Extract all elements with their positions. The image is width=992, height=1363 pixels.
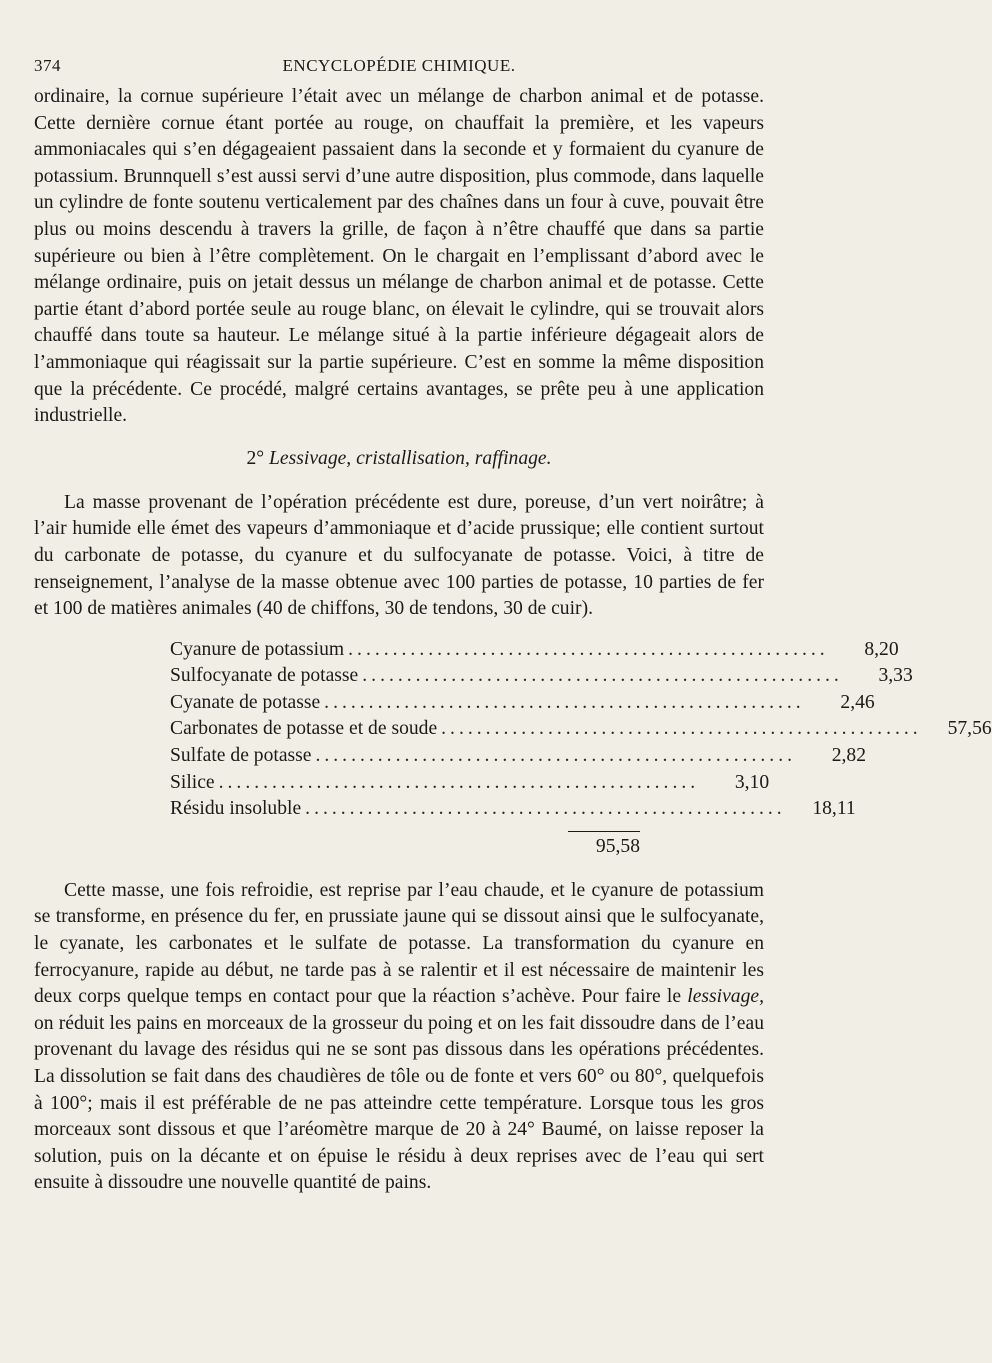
- analysis-total: 95,58: [595, 835, 640, 857]
- section-title: Lessivage, cristallisation, raffinage.: [269, 447, 552, 469]
- analysis-row: [170, 716, 992, 743]
- analysis-value: 8,20: [864, 638, 899, 660]
- analysis-row: [170, 770, 770, 797]
- dot-leader: ......................................................: [305, 798, 786, 820]
- paragraph-1: ordinaire, la cornue supérieure l’était avec un mélange de charbon animal et de potasse. Cette dernière cornue étant portée au rouge, on chauffait la première, et les vapeurs ammoniacales qui s’en dégageaient passaient dans la seconde et y formaient du cyanure de potassium. Brunnquell s’est aussi servi d’une autre disposition, plus commode, dans laquelle un cylindre de fonte soutenu verticalement par des chaînes dans un four à cuve, pouvait être plus ou moins descendu à travers la grille, de façon à n’être chauffé que dans sa partie supérieure ou bien à l’être complètement. On le chargait en l’emplissant d’abord avec le mélange ordinaire, puis on jetait dessus un mélange de charbon animal et de potasse. Cette partie étant d’abord portée seule au rouge blanc, on élevait le cylindre, qui se trouvait alors chauffé dans toute sa hauteur. Le mélange situé à la partie inférieure dégageait alors de l’ammoniaque qui réagissait sur la partie supérieure. C’est en somme la même disposition que la précédente. Ce procédé, malgré certains avantages, se prête peu à une application industrielle.: [34, 86, 764, 427]
- running-title: ENCYCLOPÉDIE CHIMIQUE.: [282, 56, 516, 75]
- running-head: [34, 56, 764, 84]
- paragraph-3-text-a: Cette masse, une fois refroidie, est reprise par l’eau chaude, et le cyanure de potassium se transforme, en présence du fer, en prussiate jaune qui se dissout ainsi que le sulfocyanate, le cyanate, les carbonates et le sulfate de potasse. La transformation du cyanure en ferrocyanure, rapide au début, ne tarde pas à se ralentir et il est nécessaire de maintenir les deux corps quelque temps en contact pour que la réaction s’achève. Pour faire le: [34, 879, 764, 1008]
- dot-leader: ......................................................: [362, 665, 843, 687]
- analysis-row: [170, 796, 856, 823]
- section-number: 2°: [246, 447, 265, 469]
- analysis-label: Cyanure de potassium: [170, 638, 345, 660]
- section-heading: [34, 448, 764, 470]
- dot-leader: ......................................................: [441, 718, 922, 740]
- spacer: [34, 862, 764, 878]
- analysis-row: [170, 690, 875, 717]
- analysis-value: 18,11: [812, 798, 856, 820]
- analysis-label: Résidu insoluble: [170, 798, 302, 820]
- analysis-value: 57,56: [947, 718, 992, 740]
- dot-leader: ......................................................: [218, 771, 700, 793]
- analysis-row: [170, 637, 899, 664]
- paragraph-2: La masse provenant de l’opération précédente est dure, poreuse, d’un vert noirâtre; à l’air humide elle émet des vapeurs d’ammoniaque et d’acide prussique; elle contient surtout du carbonate de potasse, du cyanure et du sulfocyanate de potasse. Voici, à titre de renseignement, l’analyse de la masse obtenue avec 100 parties de potasse, 10 parties de fer et 100 de matières animales (40 de chiffons, 30 de tendons, 30 de cuir).: [34, 491, 764, 620]
- analysis-label: Carbonates de potasse et de soude: [170, 718, 438, 740]
- analysis-value: 2,46: [840, 691, 875, 713]
- paragraph-3-text-b: on réduit les pains en morceaux de la grosseur du poing et on les fait dissoudre dans de l’eau provenant du lavage des résidus qui ne se sont pas dissous dans les opérations précédentes. La dissolution se fait dans des chaudières de tôle ou de fonte et vers 60° ou 80°, quelquefois à 100°; mais il est préférable de ne pas atteindre cette température. Lorsque tous les gros morceaux sont dissous et que l’aréomètre marque de 20 à 24° Baumé, on laisse reposer la solution, puis on la décante et on épuise le résidu à deux reprises avec de l’eau qui sert ensuite à dissoudre une nouvelle quantité de pains.: [34, 1012, 764, 1194]
- analysis-table: [170, 637, 992, 862]
- analysis-label: Sulfocyanate de potasse: [170, 665, 359, 687]
- analysis-label: Sulfate de potasse: [170, 745, 312, 767]
- page-number: 374: [34, 56, 61, 75]
- paragraph-3: [34, 878, 764, 1197]
- dot-leader: ......................................................: [315, 745, 796, 767]
- lessivage-term: lessivage,: [687, 986, 765, 1008]
- dot-leader: ......................................................: [348, 638, 829, 660]
- dot-leader: ......................................................: [324, 691, 805, 713]
- analysis-value: 2,82: [831, 745, 866, 767]
- analysis-value: 3,33: [878, 665, 913, 687]
- analysis-row: [170, 743, 866, 770]
- analysis-value: 3,10: [734, 771, 770, 793]
- analysis-label: Silice: [170, 771, 215, 793]
- analysis-row: [170, 663, 913, 690]
- analysis-label: Cyanate de potasse: [170, 691, 321, 713]
